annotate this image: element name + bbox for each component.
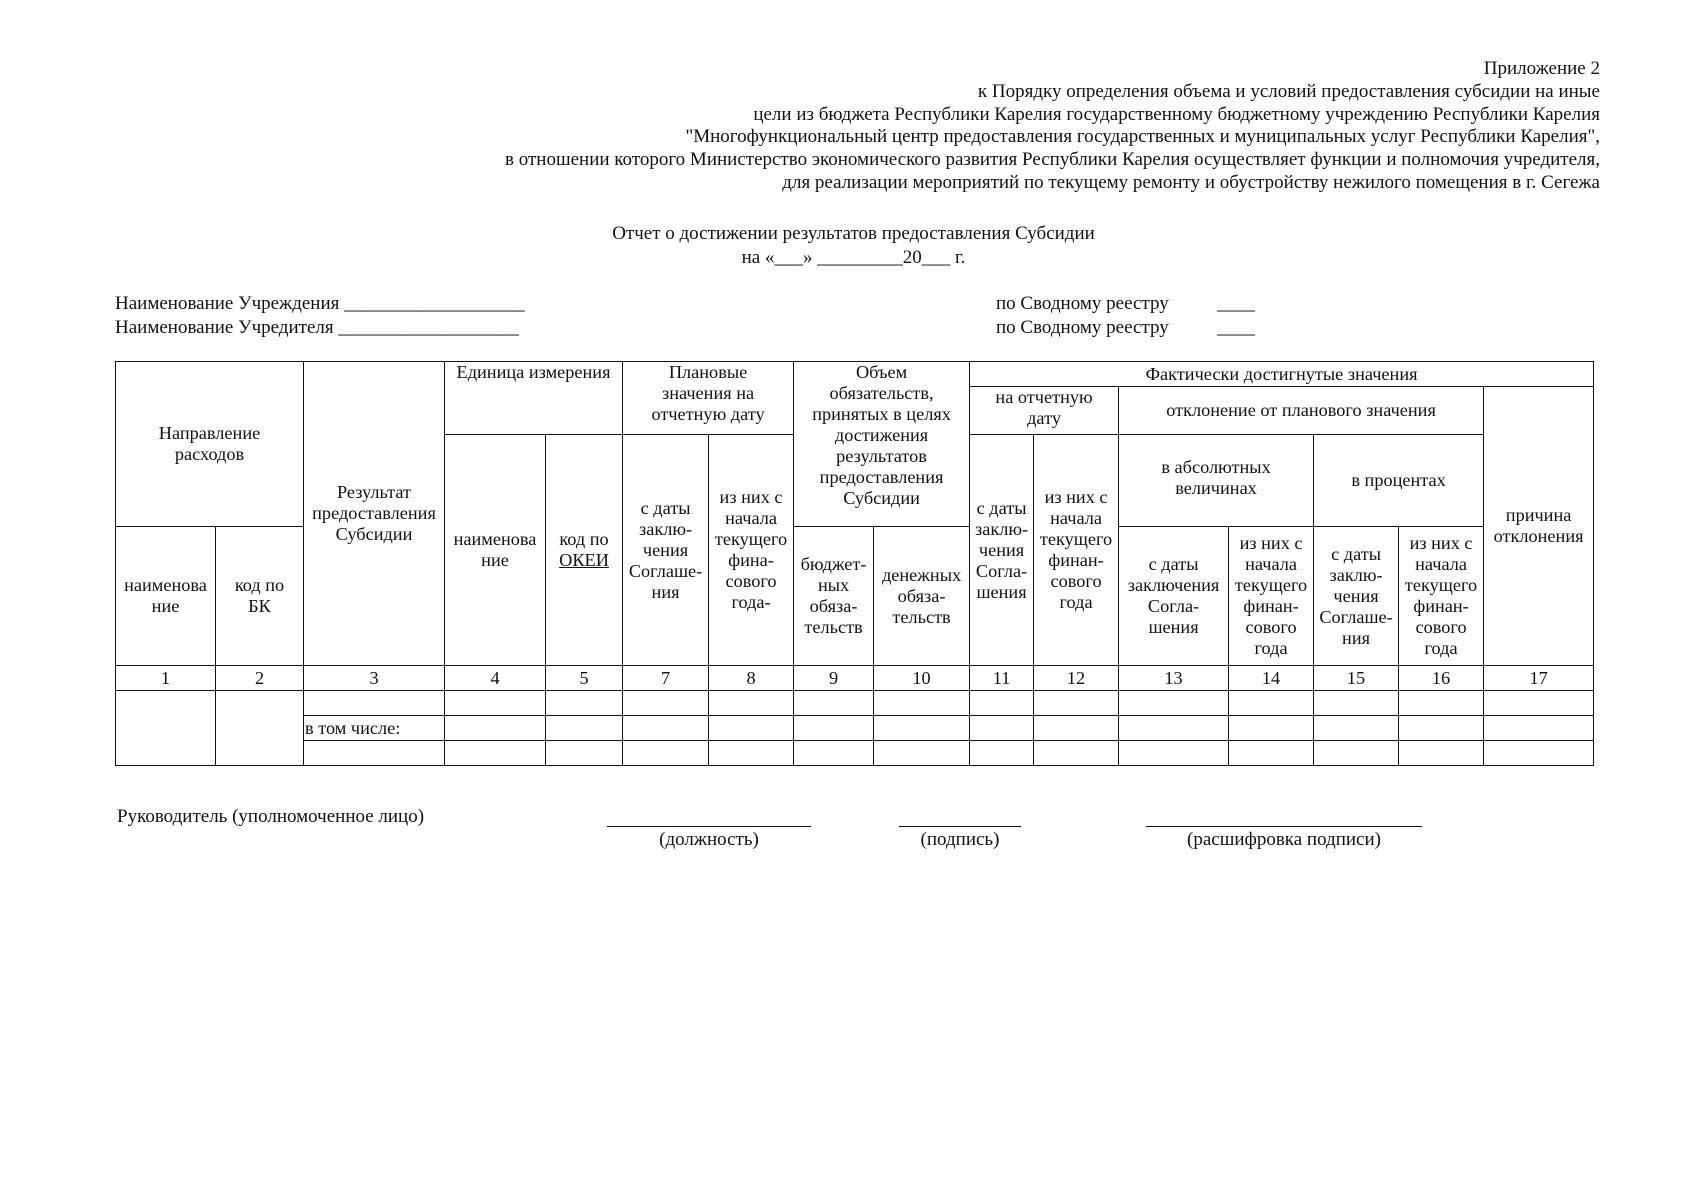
signature-decode-caption: (расшифровка подписи) — [1187, 829, 1381, 850]
data-cell[interactable] — [709, 716, 794, 741]
data-cell[interactable] — [623, 716, 709, 741]
data-cell[interactable] — [1484, 691, 1594, 716]
data-cell[interactable] — [304, 691, 445, 716]
col-abs-year: из них с начала текущего финан- сового года — [1229, 527, 1314, 666]
data-cell[interactable] — [546, 691, 623, 716]
col-number: 4 — [445, 666, 546, 691]
col-number: 10 — [874, 666, 970, 691]
data-cell[interactable] — [1034, 741, 1119, 766]
header-unit: Единица измерения — [445, 362, 623, 435]
appendix-header — [505, 58, 1600, 195]
col-number: 17 — [1484, 666, 1594, 691]
data-cell[interactable] — [1484, 741, 1594, 766]
data-cell[interactable] — [970, 716, 1034, 741]
header-reason: причина отклонения — [1484, 387, 1594, 666]
registry-label: по Сводному реестру — [996, 316, 1169, 338]
position-caption: (должность) — [659, 829, 759, 850]
data-cell[interactable] — [1314, 716, 1399, 741]
header-pct: в процентах — [1314, 435, 1484, 527]
data-cell[interactable] — [1119, 691, 1229, 716]
header-obligations: Объем обязательств, принятых в целях достижения результатов предоставления Субсидии — [794, 362, 970, 527]
data-cell[interactable] — [445, 741, 546, 766]
col-number: 7 — [623, 666, 709, 691]
data-cell[interactable] — [116, 691, 216, 766]
data-cell[interactable] — [1399, 716, 1484, 741]
data-cell[interactable] — [1119, 716, 1229, 741]
col-act-from: с даты заклю- чения Согла- шения — [970, 435, 1034, 666]
col-number: 16 — [1399, 666, 1484, 691]
header-planned: Плановые значения на отчетную дату — [623, 362, 794, 435]
meta-registry — [996, 292, 1169, 339]
including-label: в том числе: — [304, 716, 445, 741]
header-abs: в абсолютных величинах — [1119, 435, 1314, 527]
registry-code-field[interactable]: ____ — [1217, 316, 1255, 338]
data-cell[interactable] — [709, 691, 794, 716]
report-date-line: на «___» _________20___ г. — [741, 247, 966, 268]
appendix-line: Приложение 2 — [1483, 58, 1600, 79]
col-budget: бюджет- ных обяза- тельств — [794, 527, 874, 666]
appendix-line: "Многофункциональный центр предоставления государственных и муниципальных услуг Республики Карелия", — [685, 126, 1600, 148]
report-table — [115, 361, 1594, 766]
data-cell[interactable] — [794, 716, 874, 741]
data-cell[interactable] — [304, 741, 445, 766]
col-number: 1 — [116, 666, 216, 691]
col-number: 14 — [1229, 666, 1314, 691]
data-cell[interactable] — [970, 691, 1034, 716]
col-number: 12 — [1034, 666, 1119, 691]
col-number: 13 — [1119, 666, 1229, 691]
header-on-date: на отчетную дату — [970, 387, 1119, 435]
report-title-line: Отчет о достижении результатов предоставления Субсидии — [612, 223, 1095, 244]
appendix-line: цели из бюджета Республики Карелия государственному бюджетному учреждению Республики Карелия — [753, 103, 1600, 125]
data-cell[interactable] — [445, 716, 546, 741]
meta-left — [115, 292, 525, 339]
okei-prefix: код по — [559, 529, 609, 549]
data-cell[interactable] — [1119, 741, 1229, 766]
head-signature-label: Руководитель (уполномоченное лицо) — [117, 806, 425, 827]
data-cell[interactable] — [794, 691, 874, 716]
data-cell[interactable] — [874, 691, 970, 716]
data-cell[interactable] — [874, 716, 970, 741]
data-row — [116, 691, 1594, 716]
col-pct-year: из них с начала текущего финан- сового года — [1399, 527, 1484, 666]
data-cell[interactable] — [1229, 716, 1314, 741]
data-cell[interactable] — [1399, 691, 1484, 716]
data-cell[interactable] — [546, 741, 623, 766]
data-cell[interactable] — [794, 741, 874, 766]
col-plan-from: с даты заклю- чения Соглаше- ния — [623, 435, 709, 666]
data-cell[interactable] — [1314, 691, 1399, 716]
data-cell[interactable] — [874, 741, 970, 766]
col-act-year: из них с начала текущего финан- сового года — [1034, 435, 1119, 666]
signature-line[interactable] — [899, 826, 1021, 827]
data-cell[interactable] — [1034, 691, 1119, 716]
appendix-line: к Порядку определения объема и условий предоставления субсидии на иные — [977, 80, 1600, 102]
report-title — [0, 222, 1697, 270]
header-result: Результат предоставления Субсидии — [304, 362, 445, 666]
registry-label: по Сводному реестру — [996, 293, 1169, 314]
position-line[interactable] — [607, 826, 811, 827]
col-number: 9 — [794, 666, 874, 691]
data-row — [116, 716, 1594, 741]
data-cell[interactable] — [445, 691, 546, 716]
header-direction: Направление расходов — [116, 362, 304, 527]
signature-caption: (подпись) — [920, 829, 1000, 850]
col-number: 3 — [304, 666, 445, 691]
col-number: 5 — [546, 666, 623, 691]
col-number: 11 — [970, 666, 1034, 691]
data-cell[interactable] — [1314, 741, 1399, 766]
okei-link[interactable]: ОКЕИ — [559, 550, 609, 570]
signature-decode-line[interactable] — [1146, 826, 1422, 827]
data-cell[interactable] — [1229, 691, 1314, 716]
col-number: 15 — [1314, 666, 1399, 691]
appendix-line: для реализации мероприятий по текущему ремонту и обустройству нежилого помещения в г. Сегежа — [782, 171, 1600, 193]
header-deviation: отклонение от планового значения — [1119, 387, 1484, 435]
col-bk: код по БК — [216, 527, 304, 666]
data-cell[interactable] — [1484, 716, 1594, 741]
data-cell[interactable] — [216, 691, 304, 766]
col-plan-year: из них с начала текущего фина- сового года- — [709, 435, 794, 666]
column-numbers-row — [116, 666, 1594, 691]
col-abs-from: с даты заключения Согла- шения — [1119, 527, 1229, 666]
data-cell[interactable] — [1399, 741, 1484, 766]
col-number: 8 — [709, 666, 794, 691]
data-cell[interactable] — [1229, 741, 1314, 766]
meta-registry-codes — [1217, 292, 1255, 339]
col-money: денежных обяза- тельств — [874, 527, 970, 666]
founder-field[interactable]: Наименование Учредителя ___________________ — [115, 316, 519, 338]
data-row — [116, 741, 1594, 766]
header-actual: Фактически достигнутые значения — [970, 362, 1594, 387]
data-cell[interactable] — [623, 691, 709, 716]
registry-code-field[interactable]: ____ — [1217, 293, 1255, 314]
data-cell[interactable] — [623, 741, 709, 766]
col-number: 2 — [216, 666, 304, 691]
col-unit-name: наименова ние — [445, 435, 546, 666]
data-cell[interactable] — [1034, 716, 1119, 741]
col-name: наименова ние — [116, 527, 216, 666]
appendix-line: в отношении которого Министерство экономического развития Республики Карелия осуществляет функции и полномочия учредителя, — [505, 149, 1600, 171]
institution-field[interactable]: Наименование Учреждения ___________________ — [115, 293, 525, 314]
data-cell[interactable] — [970, 741, 1034, 766]
col-okei — [546, 435, 623, 666]
data-cell[interactable] — [709, 741, 794, 766]
col-pct-from: с даты заклю- чения Соглаше- ния — [1314, 527, 1399, 666]
data-cell[interactable] — [546, 716, 623, 741]
